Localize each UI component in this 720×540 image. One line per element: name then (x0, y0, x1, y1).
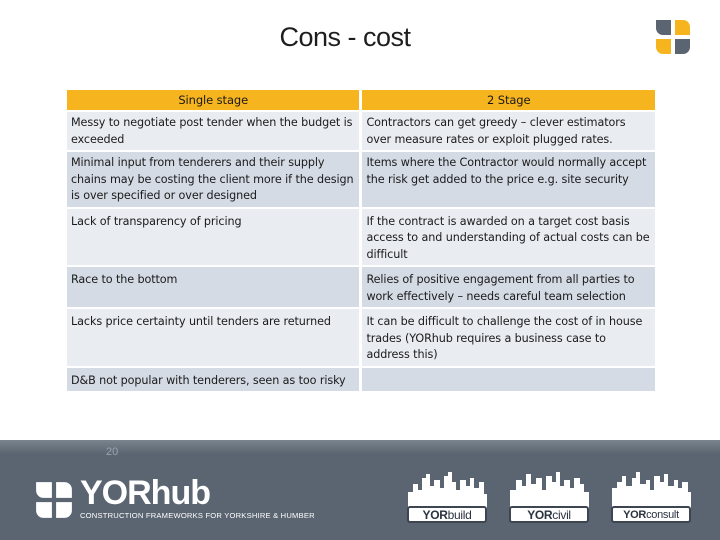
slide-title: Cons - cost (279, 22, 411, 52)
table-row (67, 368, 655, 392)
brand-prefix: YOR (527, 508, 553, 522)
yorconsult-logo (608, 470, 694, 528)
table-row (67, 209, 655, 266)
brand-suffix: civil (552, 508, 571, 522)
header-two-stage: 2 Stage (362, 90, 655, 110)
yorhub-tagline: CONSTRUCTION FRAMEWORKS FOR YORKSHIRE & HUMBER (80, 511, 315, 520)
cons-cost-table (64, 88, 658, 393)
table-row (67, 152, 655, 207)
table-cell: Contractors can get greedy – clever estimators over measure rates or exploit plugged rates. (362, 112, 655, 150)
yorcivil-logo (506, 470, 592, 528)
table-cell: Relies of positive engagement from all parties to work effectively – needs careful team selection (362, 267, 655, 307)
table-row (67, 267, 655, 307)
header-single-stage: Single stage (67, 90, 359, 110)
yorhub-brand-name: YORhub (80, 474, 210, 512)
table-cell: Messy to negotiate post tender when the budget is exceeded (67, 112, 359, 150)
yorbuild-logo (404, 470, 490, 528)
table-cell: Race to the bottom (67, 267, 359, 307)
table-cell: Items where the Contractor would normally accept the risk get added to the price e.g. site security (362, 152, 655, 207)
table-row (67, 309, 655, 366)
table-cell: Minimal input from tenderers and their supply chains may be costing the client more if the design is over specified or over designed (67, 152, 359, 207)
brand-suffix: consult (646, 509, 679, 521)
table-row (67, 112, 655, 150)
table-cell: Lack of transparency of pricing (67, 209, 359, 266)
slide-number: 20 (106, 446, 119, 458)
table-cell: D&B not popular with tenderers, seen as too risky (67, 368, 359, 392)
skyline-icon (506, 470, 592, 510)
table-header-row (67, 90, 655, 110)
table-cell: If the contract is awarded on a target cost basis access to and understanding of actual costs can be difficult (362, 209, 655, 266)
brand-suffix: build (447, 508, 472, 522)
brand-prefix: YOR (422, 508, 448, 522)
skyline-icon (608, 470, 694, 510)
skyline-icon (404, 470, 490, 510)
yorhub-quatrefoil-icon (654, 18, 692, 56)
brand-prefix: YOR (623, 509, 647, 521)
table-cell (362, 368, 655, 392)
yorhub-quatrefoil-icon (34, 480, 74, 520)
table-cell: Lacks price certainty until tenders are returned (67, 309, 359, 366)
table-cell: It can be difficult to challenge the cost of in house trades (YORhub requires a business case to address this) (362, 309, 655, 366)
